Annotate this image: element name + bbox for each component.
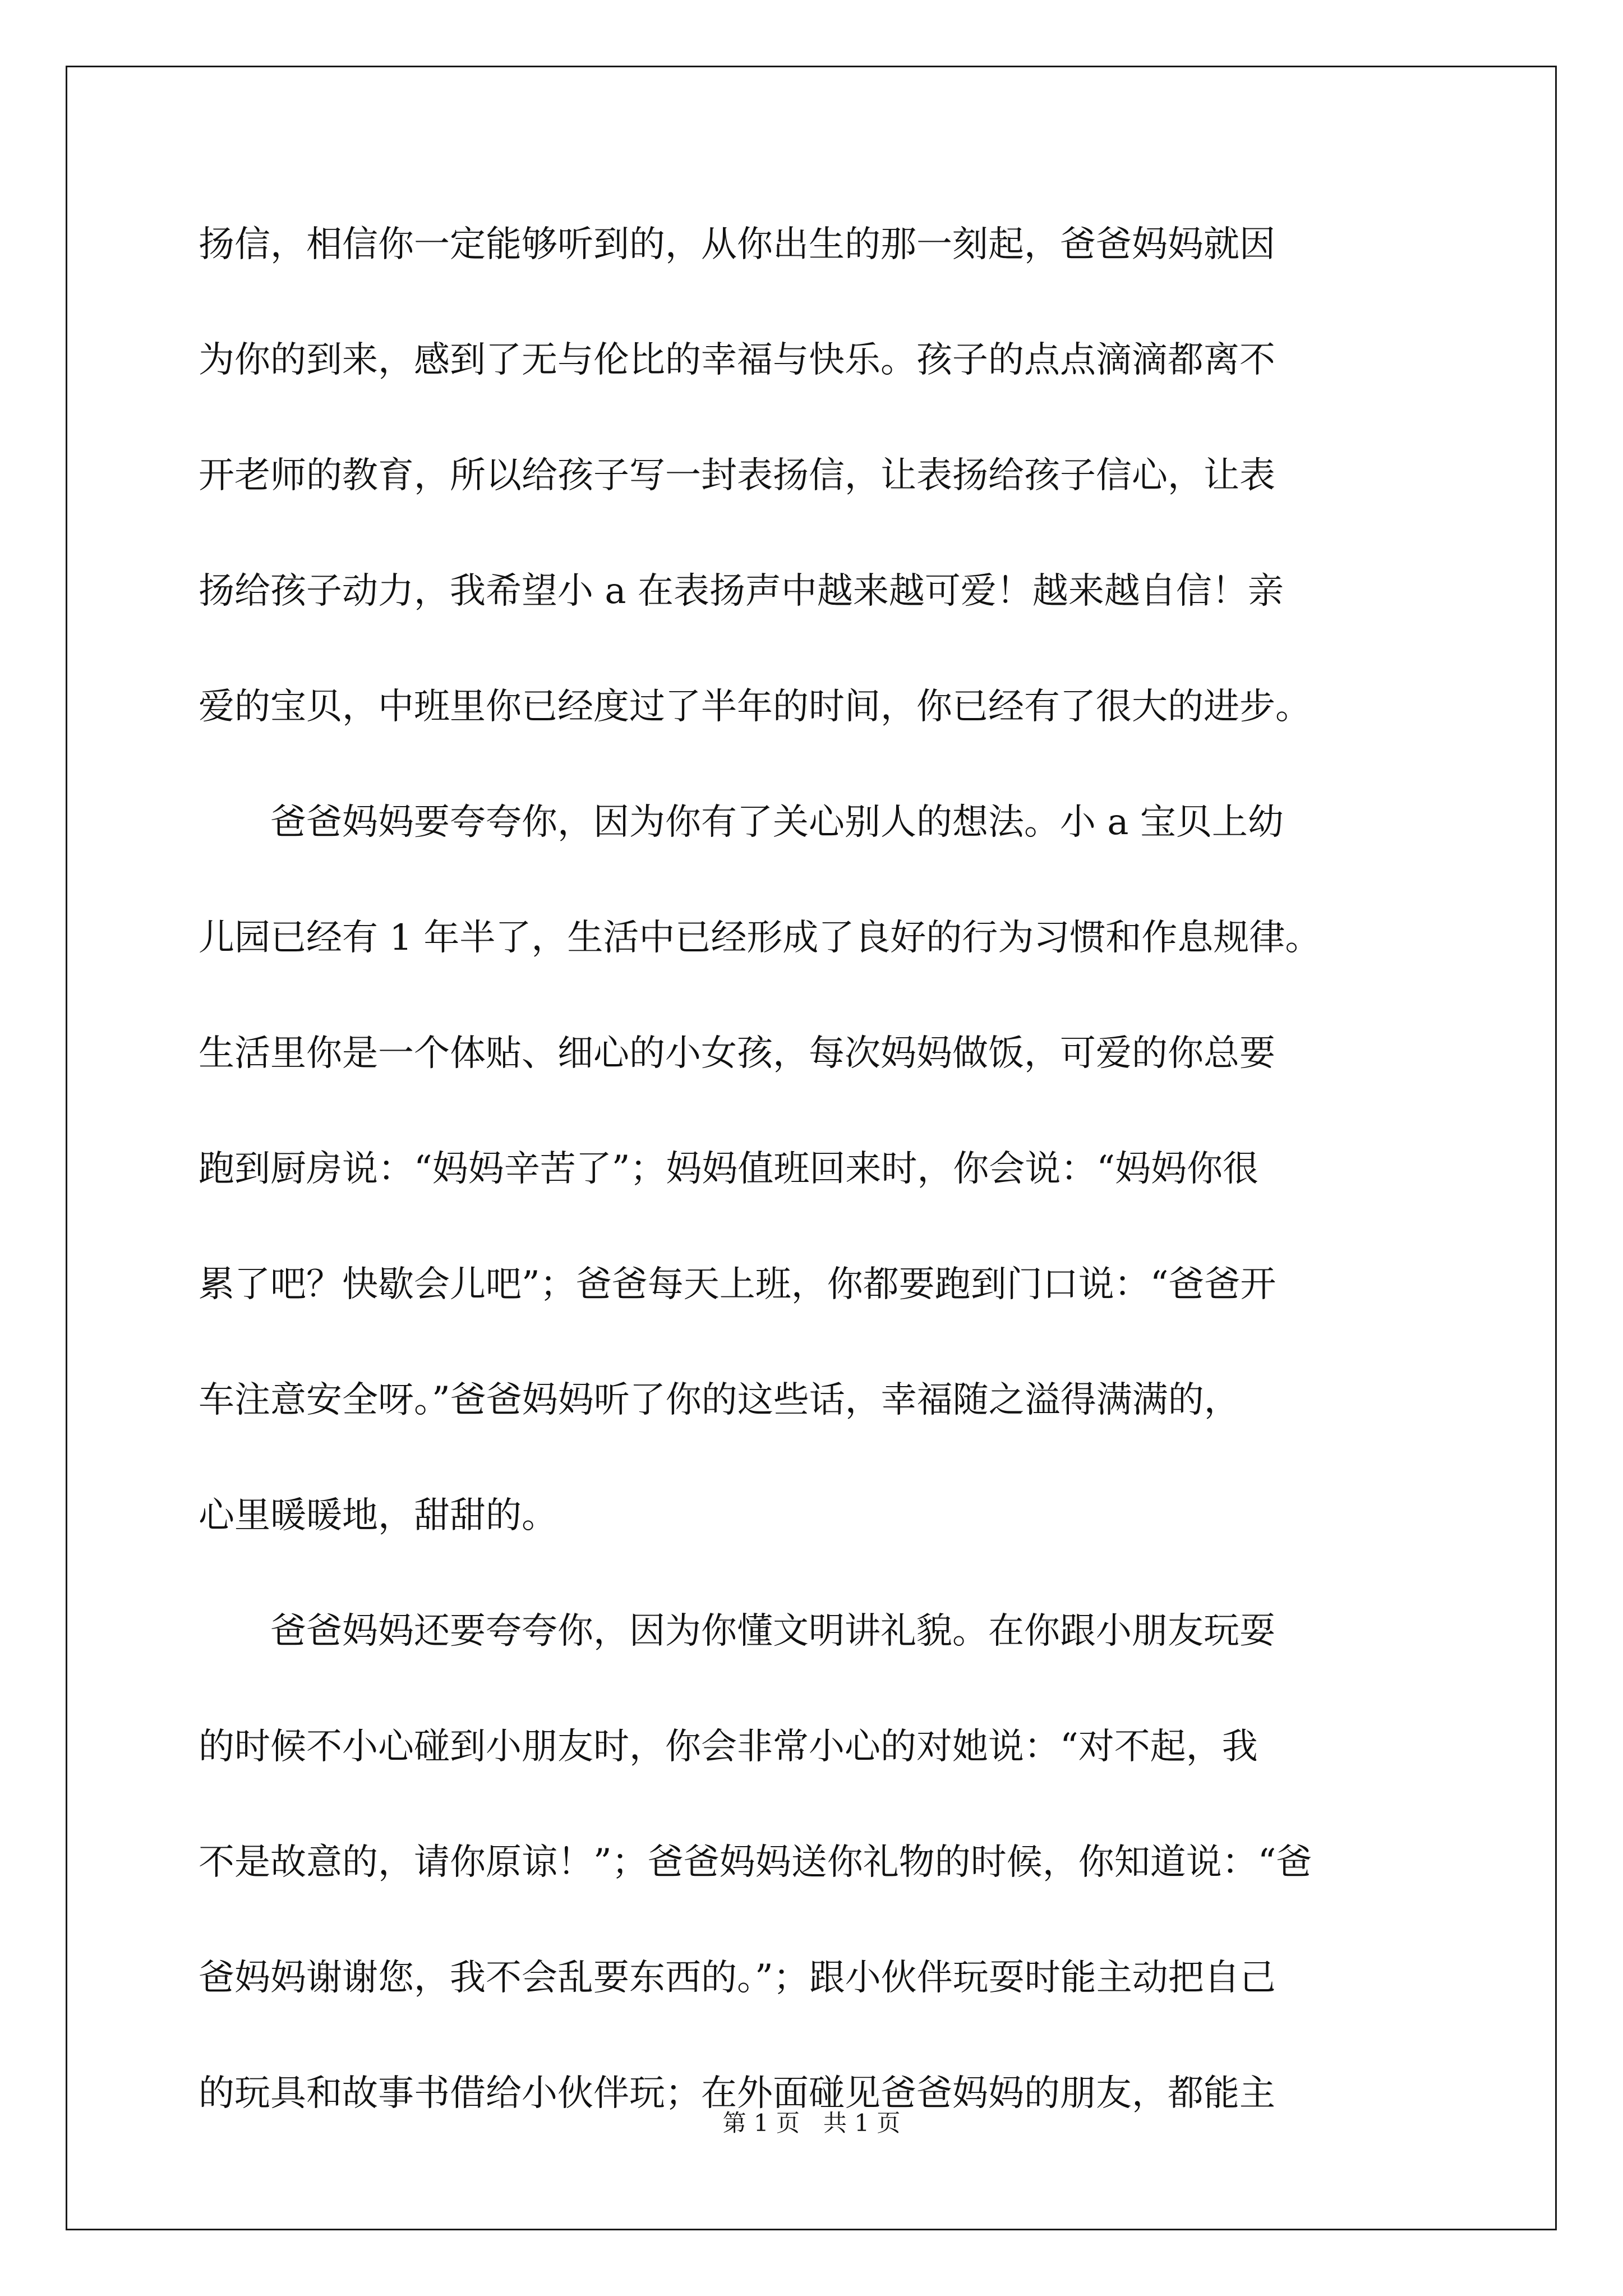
body-text-line: 为你的到来，感到了无与伦比的幸福与快乐。孩子的点点滴滴都离不 [199,339,1275,381]
body-text-line: 心里暖暖地，甜甜的。 [199,1495,557,1536]
body-text-line: 儿园已经有 1 年半了，生活中已经形成了良好的行为习惯和作息规律。 [199,917,1321,959]
body-text-line: 扬信，相信你一定能够听到的，从你出生的那一刻起，爸爸妈妈就因 [199,224,1275,265]
body-text-line: 跑到厨房说：“妈妈辛苦了”；妈妈值班回来时，你会说：“妈妈你很 [199,1148,1259,1190]
body-text-line: 爸爸妈妈还要夸夸你，因为你懂文明讲礼貌。在你跟小朋友玩耍 [199,1611,1275,1652]
page-number-footer: 第 1 页 共 1 页 [722,2109,901,2137]
body-text-line: 不是故意的，请你原谅！”；爸爸妈妈送你礼物的时候，你知道说：“爸 [199,1842,1312,1883]
body-text-line: 的时候不小心碰到小朋友时，你会非常小心的对她说：“对不起，我 [199,1726,1258,1768]
body-text-line: 开老师的教育，所以给孩子写一封表扬信，让表扬给孩子信心，让表 [199,455,1275,496]
body-text-line: 累了吧？快歇会儿吧”；爸爸每天上班，你都要跑到门口说：“爸爸开 [199,1264,1276,1305]
body-text-line: 的玩具和故事书借给小伙伴玩；在外面碰见爸爸妈妈的朋友，都能主 [199,2073,1275,2114]
body-text-line: 扬给孩子动力，我希望小 a 在表扬声中越来越可爱！越来越自信！亲 [199,570,1284,612]
body-text-line: 爸妈妈谢谢您，我不会乱要东西的。”；跟小伙伴玩耍时能主动把自己 [199,1957,1276,1999]
body-text-line: 爸爸妈妈要夸夸你，因为你有了关心别人的想法。小 a 宝贝上幼 [199,802,1284,843]
body-text-line: 生活里你是一个体贴、细心的小女孩，每次妈妈做饭，可爱的你总要 [199,1033,1275,1074]
body-text-line: 爱的宝贝，中班里你已经度过了半年的时间，你已经有了很大的进步。 [199,686,1311,728]
body-text-line: 车注意安全呀。”爸爸妈妈听了你的这些话，幸福随之溢得满满的， [199,1379,1240,1421]
